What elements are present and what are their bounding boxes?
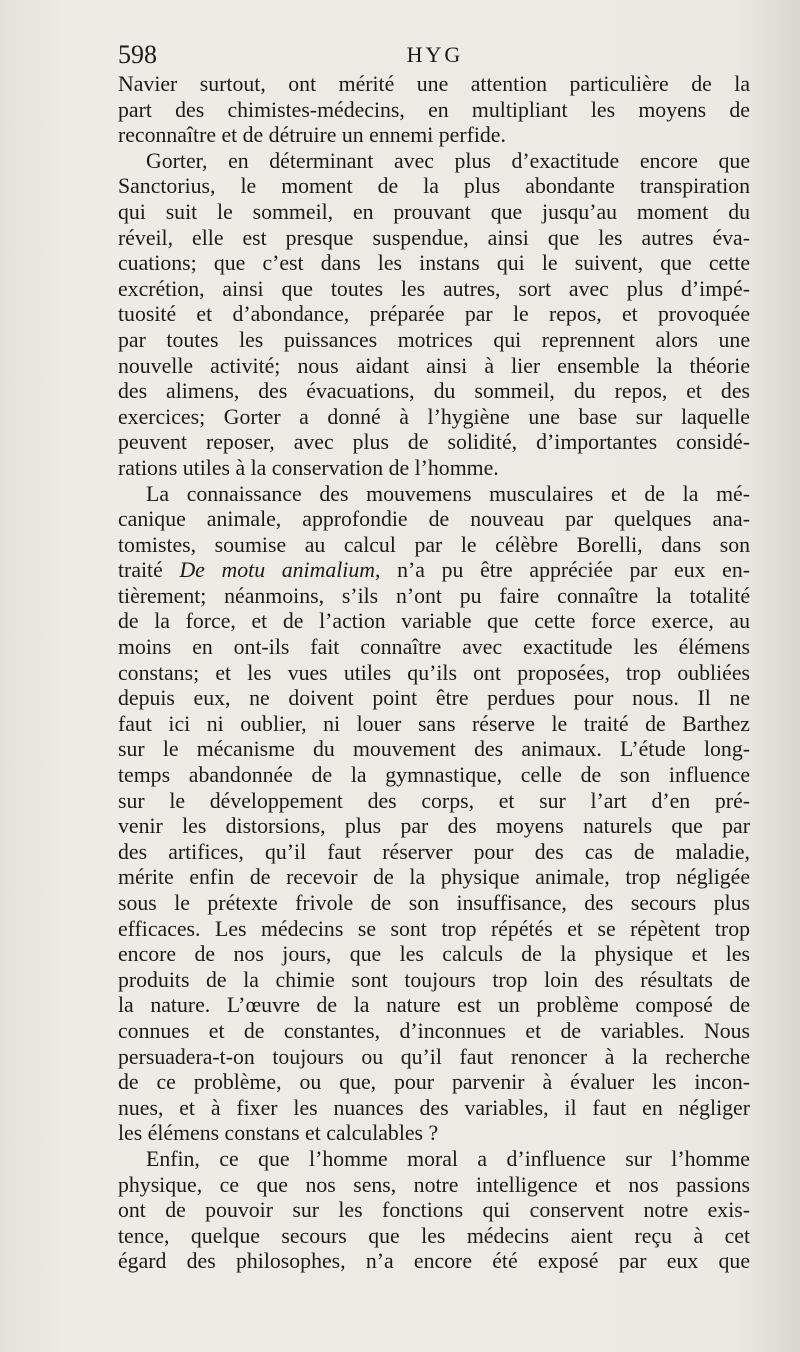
text-line: Sanctorius, le moment de la plus abondante transpiration [118, 174, 750, 199]
text-line: Navier surtout, ont mérité une attention particulière de la [118, 72, 750, 96]
text-segment: traité [118, 558, 180, 583]
page-header [118, 40, 752, 70]
text-line: venir les distorsions, plus par des moyens naturels que par [118, 814, 750, 839]
text-line: des artifices, qu’il faut réserver pour des cas de maladie, [118, 839, 750, 864]
paragraph-start: Enfin, ce que l’homme moral a d’influence sur l’homme [146, 1146, 750, 1171]
text-line: de ce problème, ou que, pour parvenir à évaluer les incon- [118, 1070, 750, 1095]
text-line: tièrement; néanmoins, s’ils n’ont pu faire connaître la totalité [118, 583, 750, 608]
paragraph-start: Gorter, en déterminant avec plus d’exactitude encore que [146, 148, 750, 173]
running-head: HYG [406, 42, 464, 67]
text-line: rations utiles à la conservation de l’homme. [118, 455, 499, 480]
text-line: nues, et à fixer les nuances des variables, il faut en négliger [118, 1095, 750, 1120]
text-line: constans; et les vues utiles qu’ils ont proposées, trop oubliées [118, 660, 750, 685]
text-line: sous le prétexte frivole de son insuffisance, des secours plus [118, 891, 750, 915]
text-line: sur le développement des corps, et sur l’art d’en pré- [118, 788, 750, 813]
text-line: nouvelle activité; nous aidant ainsi à lier ensemble la théorie [118, 353, 750, 378]
text-line: reconnaître et de détruire un ennemi perfide. [118, 123, 506, 148]
text-line: produits de la chimie sont toujours trop loin des résultats de [118, 967, 750, 992]
text-line: tence, quelque secours que les médecins aient reçu à cet [118, 1223, 750, 1248]
text-line: encore de nos jours, que les calculs de la physique et les [118, 942, 750, 967]
text-line: mérite enfin de recevoir de la physique animale, trop négligée [118, 865, 750, 890]
text-line: part des chimistes-médecins, en multipliant les moyens de [118, 97, 750, 122]
text-line: moins en ont-ils fait connaître avec exactitude les élémens [118, 635, 750, 660]
text-line: tuosité et d’abondance, préparée par le repos, et provoquée [118, 302, 750, 327]
text-line: physique, ce que nos sens, notre intelligence et nos passions [118, 1172, 750, 1197]
text-line: les élémens constans et calculables ? [118, 1121, 439, 1146]
text-line: ont de pouvoir sur les fonctions qui conservent notre exis- [118, 1198, 750, 1223]
text-line: tomistes, soumise au calcul par le célèbre Borelli, dans son [118, 532, 750, 557]
page-number: 598 [118, 40, 157, 69]
text-line: la nature. L’œuvre de la nature est un problème composé de [118, 993, 750, 1018]
text-line: canique animale, approfondie de nouveau par quelques ana- [118, 507, 750, 532]
text-line: de la force, et de l’action variable que cette force exerce, au [118, 609, 750, 634]
text-segment: , n’a pu être appréciée par eux en- [375, 558, 750, 583]
text-line: réveil, elle est presque suspendue, ainsi que les autres éva- [118, 225, 750, 250]
paragraph-start: La connaissance des mouvemens musculaires et de la mé- [146, 481, 750, 506]
text-line: faut ici ni oublier, ni louer sans réserve le traité de Barthez [118, 711, 750, 736]
text-line-with-italic [118, 558, 750, 584]
text-line: efficaces. Les médecins se sont trop répétés et se répètent trop [118, 916, 750, 941]
text-line: temps abandonnée de la gymnastique, celle de son influence [118, 763, 750, 788]
text-line: sur le mécanisme du mouvement des animaux. L’étude long- [118, 737, 750, 762]
body-text [118, 72, 750, 1275]
text-line: cuations; que c’est dans les instans qui le suivent, que cette [118, 251, 750, 276]
text-line: connues et de constantes, d’inconnues et de variables. Nous [118, 1018, 750, 1043]
text-line: égard des philosophes, n’a encore été exposé par eux que [118, 1249, 750, 1274]
text-line: qui suit le sommeil, en prouvant que jusqu’au moment du [118, 199, 750, 224]
italic-title: De motu animalium [179, 558, 376, 583]
text-line: persuadera-t-on toujours ou qu’il faut renoncer à la recherche [118, 1044, 750, 1069]
text-line: exercices; Gorter a donné à l’hygiène une base sur laquelle [118, 404, 750, 429]
text-line: peuvent reposer, avec plus de solidité, d’importantes considé- [118, 430, 750, 455]
text-line: excrétion, ainsi que toutes les autres, sort avec plus d’impé- [118, 276, 750, 301]
text-line: depuis eux, ne doivent point être perdues pour nous. Il ne [118, 686, 750, 711]
text-line: par toutes les puissances motrices qui reprennent alors une [118, 327, 750, 352]
text-line: des alimens, des évacuations, du sommeil, du repos, et des [118, 379, 750, 404]
